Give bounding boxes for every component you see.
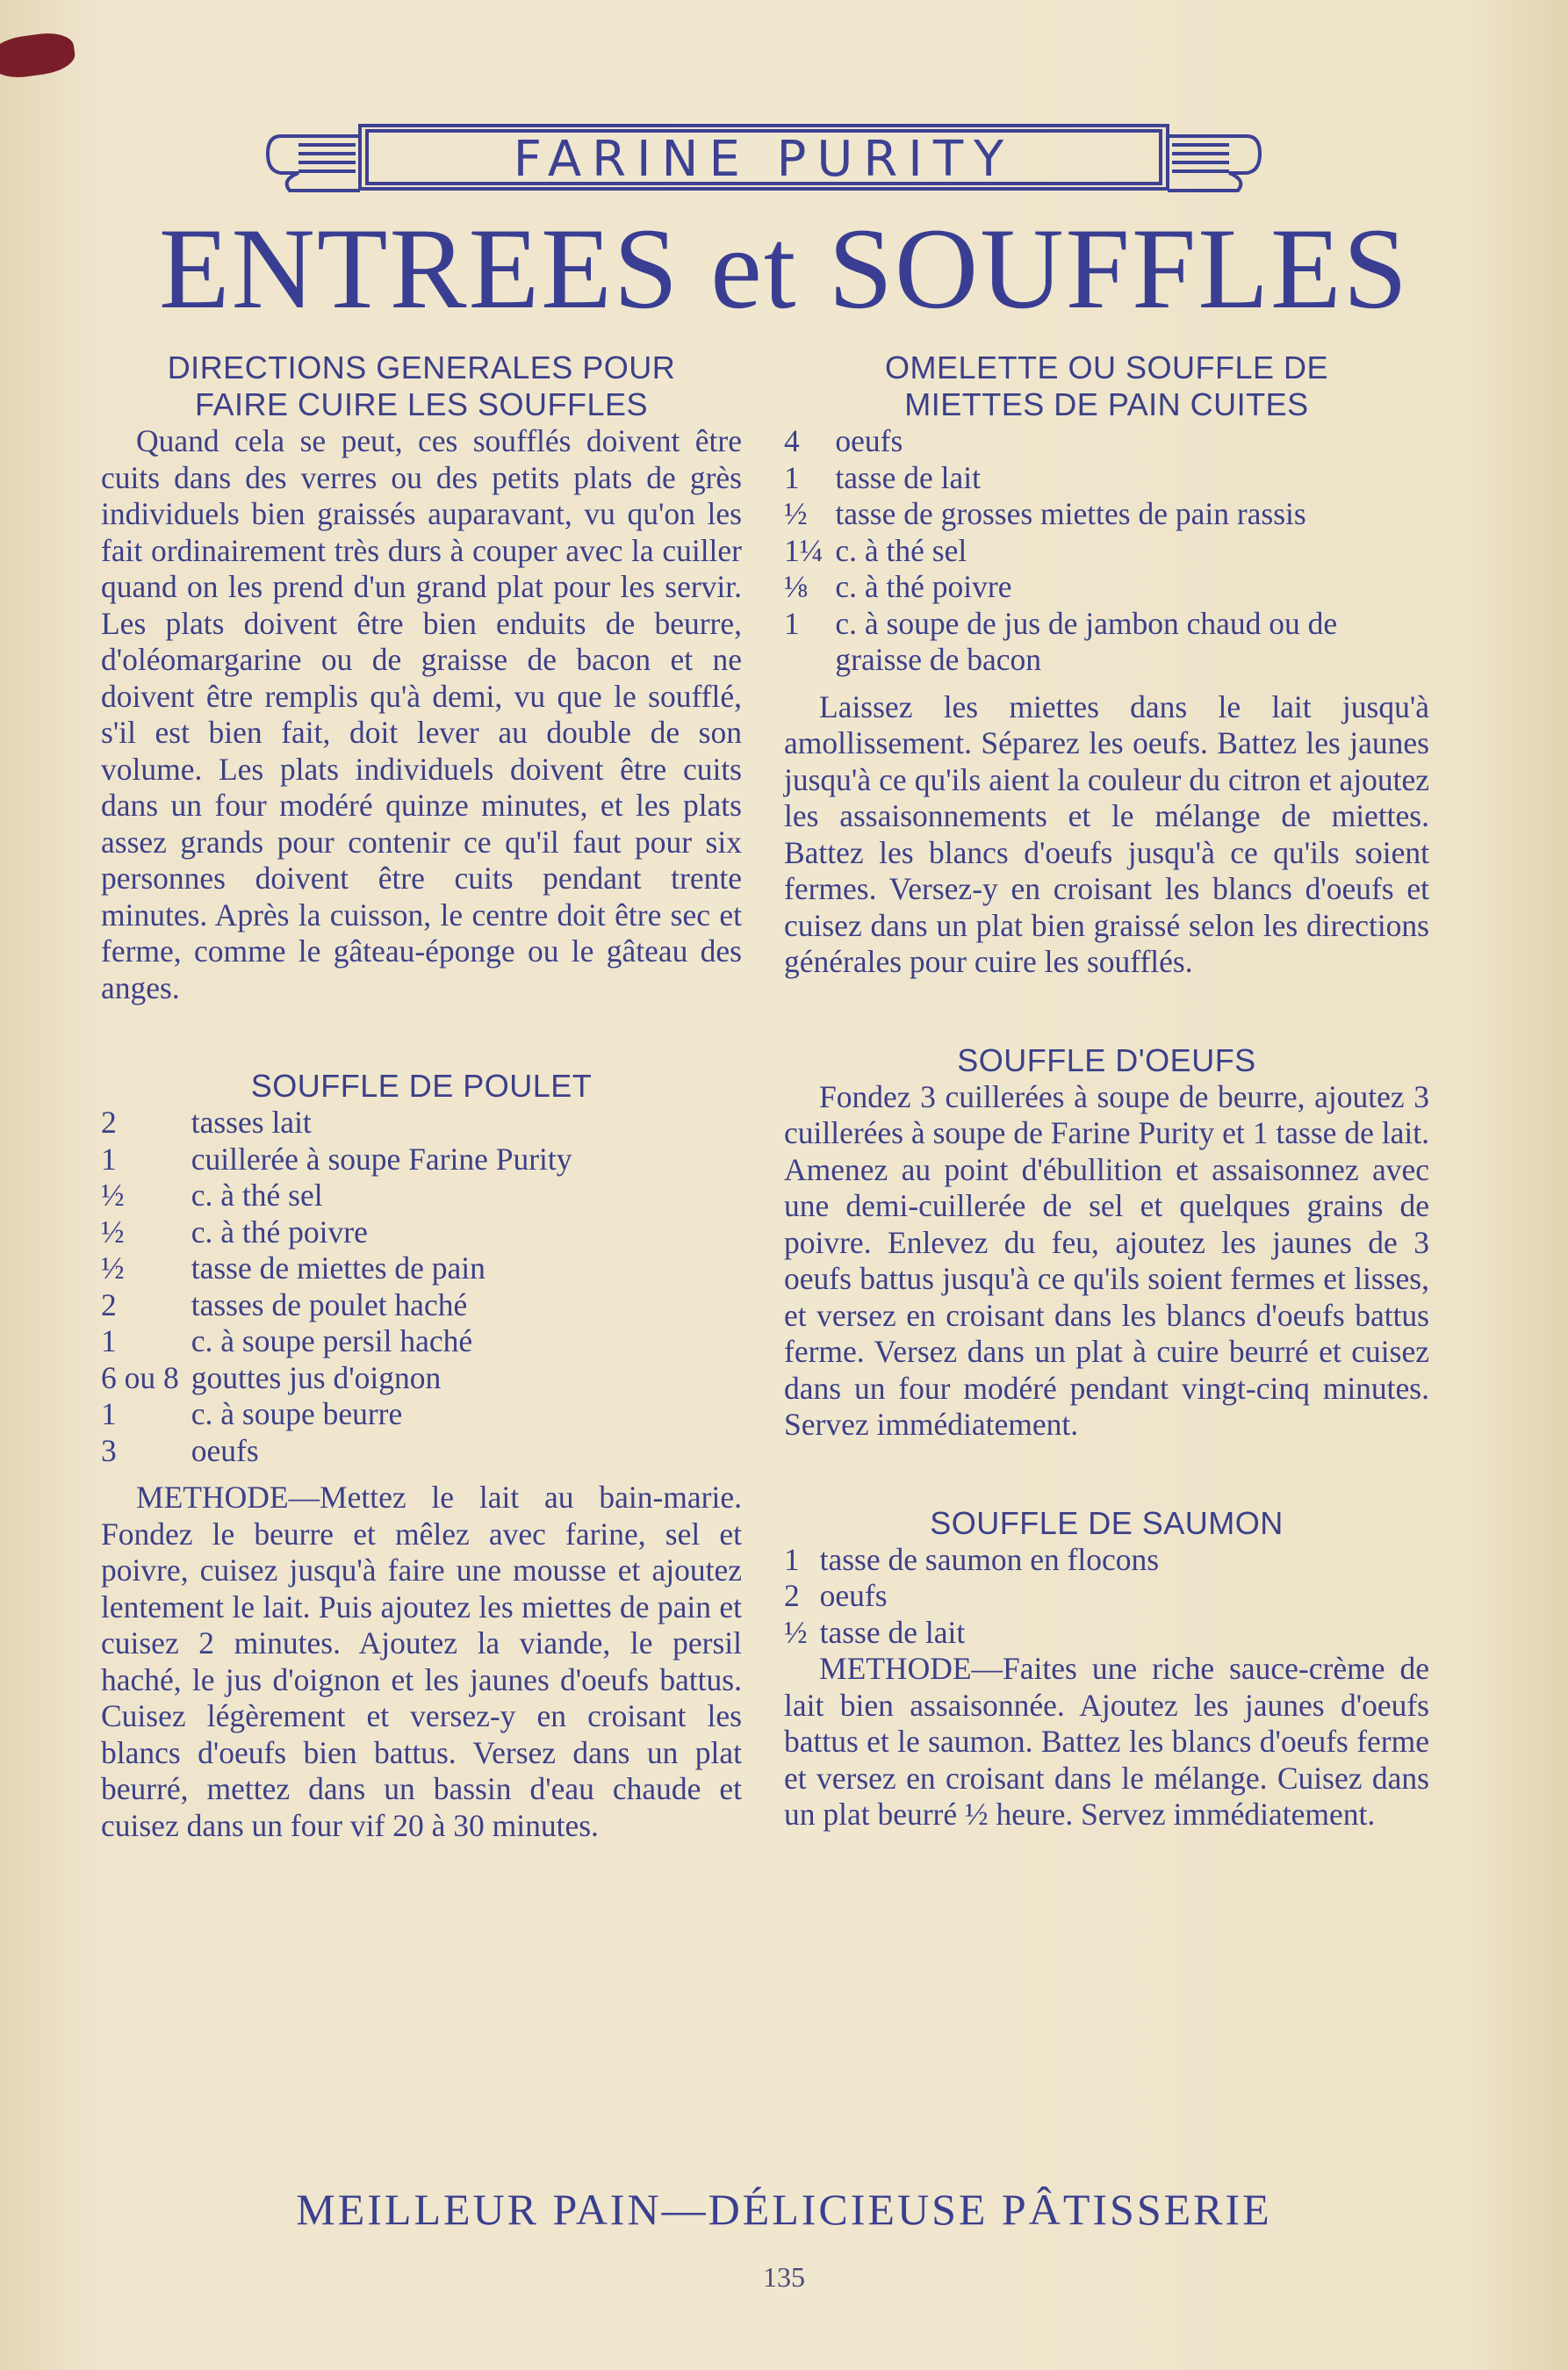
ingredient-row: 2 oeufs [784,1578,888,1613]
binding-string [0,30,77,82]
ingredient-row: ½ tasse de miettes de pain [101,1250,486,1286]
footer-slogan: MEILLEUR PAIN—DÉLICIEUSE PÂTISSERIE [296,2185,1272,2234]
ingredient-row: 3 oeufs [101,1432,259,1468]
ingredient-list [784,423,1429,679]
method-label: METHODE [819,1651,972,1686]
section-title: DIRECTIONS GENERALES POUR FAIRE CUIRE LES SOUFFLES [167,349,676,422]
ingredient-row: 4 oeufs [784,423,903,458]
banner-title: FARINE PURITY [513,131,1015,188]
method-text: METHODE—Mettez le lait au bain-marie. Fondez le beurre et mêlez avec farine, sel et poivre, cuisez jusqu'à faire une mousse et ajoutez lentement le lait. Puis ajoutez les miettes de pain et cuisez 2 minutes. Ajoutez la viande, le persil haché, le jus d'oignon et les jaunes d'oeufs battus. Cuisez légèrement et versez-y en croisant les blancs d'oeufs bien battus. Versez dans un plat beurré, mettez dans un bassin d'eau chaude et cuisez dans un four vif 20 à 30 minutes. [101,1480,742,1843]
ingredient-row: 2 tasses de poulet haché [101,1286,468,1322]
ingredient-row: 6 ou 8 gouttes jus d'oignon [101,1359,442,1395]
ingredient-row: 2 tasses lait [101,1105,312,1140]
section-title: OMELETTE OU SOUFFLE DE MIETTES DE PAIN CUITES [884,349,1329,422]
section-text: Fondez 3 cuillerées à soupe de beurre, ajoutez 3 cuillerées à soupe de Farine Purity et 1 tasse de lait. Amenez au point d'ébullition et assaisonnez avec une demi-cuillerée de sel et quelques grains de poivre. Enlevez du feu, ajoutez les jaunes de 3 oeufs battus jusqu'à ce qu'ils soient fermes et lisses, et versez en croisant dans les blancs d'oeufs battus ferme. Versez dans un plat à cuire beurré et cuisez dans un four modéré pendant vingt-cinq minutes. Servez immédiatement. [784,1078,1429,1442]
page-number: 135 [763,2261,805,2293]
ingredient-list [101,1105,572,1469]
method-label: METHODE [136,1480,289,1515]
section-title: SOUFFLE D'OEUFS [957,1041,1256,1078]
ingredient-list [784,1542,1159,1652]
section-title: SOUFFLE DE POULET [250,1068,593,1104]
ingredient-row: 1 tasse de saumon en flocons [784,1541,1160,1577]
method-text: METHODE—Faites une riche sauce-crème de lait bien assaisonnée. Ajoutez les jaunes d'oeufs battus et le saumon. Battez les blancs d'oeufs ferme et versez en croisant dans le mélange. Cuisez dans un plat beurré ½ heure. Servez immédiatement. [784,1651,1429,1832]
ingredient-row: ½ c. à thé poivre [101,1214,368,1250]
ingredient-row: 1 cuillerée à soupe Farine Purity [101,1141,572,1177]
ingredient-row: 1 c. à soupe beurre [101,1396,403,1431]
page-title: ENTREES et SOUFFLES [158,204,1410,333]
ingredient-row: 1 c. à soupe de jus de jambon chaud ou de graisse de bacon [784,605,1338,677]
ingredient-row: 1¼ c. à thé sel [784,532,967,568]
left-column [101,349,742,1844]
section-title: SOUFFLE DE SAUMON [930,1504,1284,1541]
ingredient-row: ½ tasse de lait [784,1614,966,1650]
section-text: Quand cela se peut, ces soufflés doivent être cuits dans des verres ou des petits plats de grès individuels bien graissés auparavant, vu qu'on les fait ordinairement très durs à couper avec la cuiller quand on les prend d'un grand plat pour les servir. Les plats doivent être bien enduits de beurre, d'oléomargarine ou de graisse de bacon et ne doivent être remplis qu'à demi, vu que le soufflé, s'il est bien fait, doit lever au double de son volume. Les plats individuels doivent être cuits dans un four modéré quinze minutes, et les plats assez grands pour contenir ce qu'il faut pour six personnes doivent être cuits pendant trente minutes. Après la cuisson, le centre doit être sec et ferme, comme le gâteau-éponge ou le gâteau des anges. [101,423,742,1005]
ingredient-row: 1 tasse de lait [784,459,981,495]
right-column [784,349,1429,1833]
section-text: Laissez les miettes dans le lait jusqu'à amollissement. Séparez les oeufs. Battez les jaunes jusqu'à ce qu'ils aient la couleur du citron et ajoutez les assaisonnements et le mélange de miettes. Battez les blancs d'oeufs jusqu'à ce qu'ils soient fermes. Versez-y en croisant les blancs d'oeufs et cuisez dans un plat bien graissé selon les directions générales pour cuire les soufflés. [784,688,1429,979]
ingredient-row: ½ tasse de grosses miettes de pain rassis [784,496,1306,531]
ingredient-row: 1 c. à soupe persil haché [101,1323,473,1358]
header-banner [263,119,1264,202]
ingredient-row: ⅛ c. à thé poivre [784,569,1012,604]
ingredient-row: ½ c. à thé sel [101,1178,323,1213]
